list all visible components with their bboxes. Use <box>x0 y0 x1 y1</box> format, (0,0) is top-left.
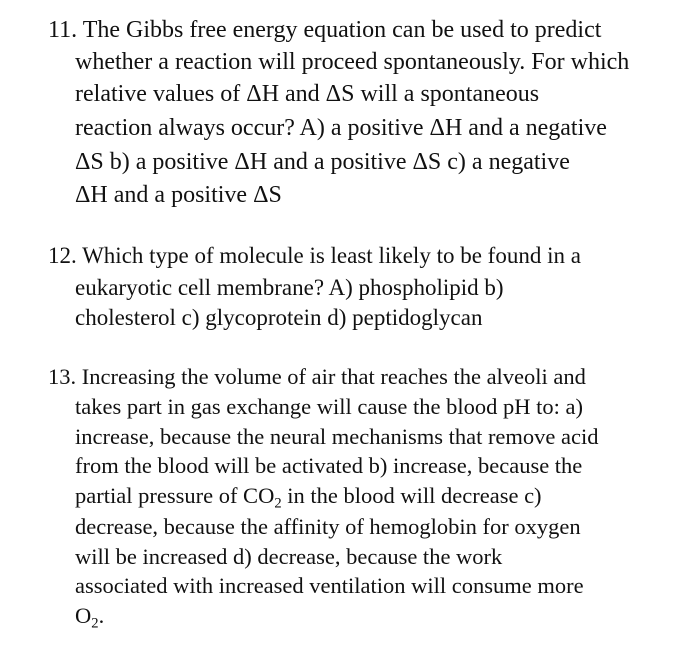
question-line: relative values of ΔH and ΔS will a spontaneous <box>75 81 540 107</box>
question-text: partial pressure of CO <box>75 483 275 508</box>
question-text: in the blood will decrease c) <box>281 483 542 508</box>
question-text: The Gibbs free energy equation can be used to predict <box>82 17 602 43</box>
question-line: associated with increased ventilation will consume more <box>75 573 584 598</box>
question-number: 13. <box>48 364 77 389</box>
question-number: 12. <box>48 243 77 268</box>
question-line: reaction always occur? A) a positive ΔH and a negative <box>75 115 607 141</box>
question-line: cholesterol c) glycoprotein d) peptidoglycan <box>75 305 483 330</box>
question-line: whether a reaction will proceed spontaneously. For which <box>75 49 630 75</box>
subscript: 2 <box>274 495 282 512</box>
subscript: 2 <box>91 615 99 632</box>
question-line <box>48 18 601 42</box>
question-line: decrease, because the affinity of hemoglobin for oxygen <box>75 514 581 539</box>
question-line: ΔS b) a positive ΔH and a positive ΔS c) a negative <box>75 149 570 175</box>
question-text: Increasing the volume of air that reaches the alveoli and <box>81 364 586 389</box>
question-number: 11. <box>48 17 78 43</box>
question-text: O <box>75 603 92 628</box>
question-text: . <box>98 603 105 628</box>
question-line: increase, because the neural mechanisms that remove acid <box>75 424 599 449</box>
question-line: takes part in gas exchange will cause the blood pH to: a) <box>75 394 583 419</box>
question-line <box>48 366 586 389</box>
question-line: from the blood will be activated b) increase, because the <box>75 453 583 478</box>
question-text: Which type of molecule is least likely to be found in a <box>82 243 581 268</box>
question-line <box>75 485 542 511</box>
question-line: will be increased d) decrease, because the work <box>75 544 503 569</box>
question-line: eukaryotic cell membrane? A) phospholipid b) <box>75 275 504 300</box>
question-line <box>48 244 581 267</box>
question-line <box>75 605 104 631</box>
question-line: ΔH and a positive ΔS <box>75 182 282 208</box>
